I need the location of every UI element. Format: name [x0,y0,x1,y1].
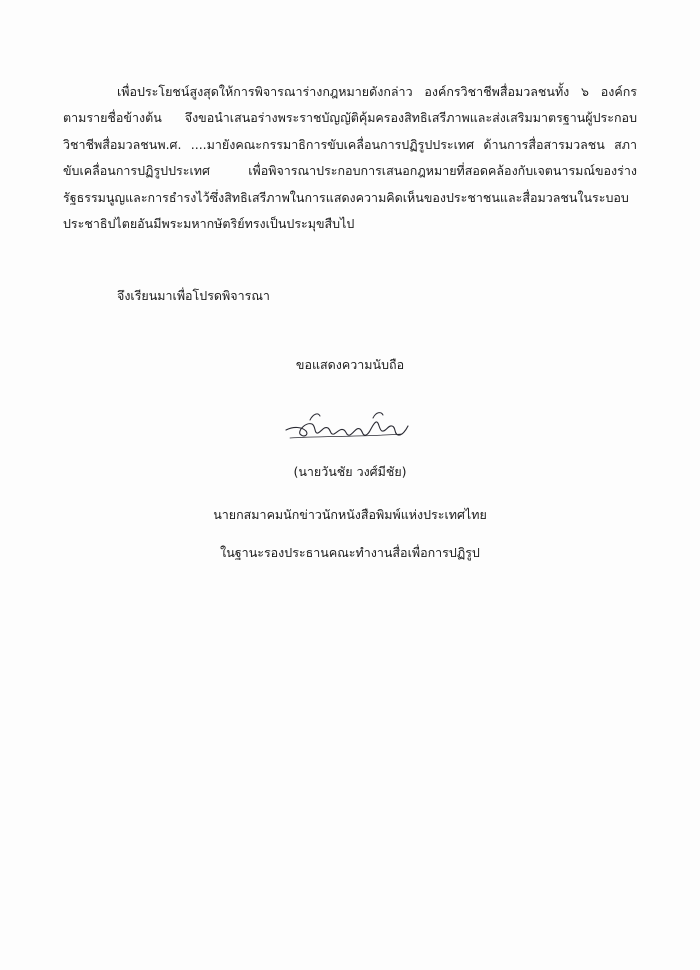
signatory-title: นายกสมาคมนักข่าวนักหนังสือพิมพ์แห่งประเทศไทย [213,507,487,522]
signatory-name: (นายวันชัย วงศ์มีชัย) [293,464,407,479]
signature-icon [280,400,420,446]
signatory-role: ในฐานะรองประธานคณะทำงานสื่อเพื่อการปฏิรูป [220,545,480,560]
handwritten-signature [280,400,420,446]
complimentary-close: ขอแสดงความนับถือ [295,357,405,372]
closing-request: จึงเรียนมาเพื่อโปรดพิจารณา [117,288,270,303]
body-paragraph: เพื่อประโยชน์สูงสุดให้การพิจารณาร่างกฎหมายดังกล่าว องค์กรวิชาชีพสื่อมวลชนทั้ง ๖ องค์กร ตามรายชื่อข้างต้น จึงขอนำเสนอร่างพระราชบัญญัติคุ้มครองสิทธิเสรีภาพและส่งเสริมมาตรฐานผู้ประกอบวิชาชีพสื่อมวลชนพ.ศ. ....มายังคณะกรรมาธิการขับเคลื่อนการปฏิรูปประเทศ ด้านการสื่อสารมวลชน สภาขับเคลื่อนการปฏิรูปประเทศ เพื่อพิจารณาประกอบการเสนอกฎหมายที่สอดคล้องกับเจตนารมณ์ของร่างรัฐธรรมนูญและการธำรงไว้ซึ่งสิทธิเสรีภาพในการแสดงความคิดเห็นของประชาชนและสื่อมวลชนในระบอบประชาธิปไตยอันมีพระมหากษัตริย์ทรงเป็นประมุขสืบไป [63,83,637,231]
